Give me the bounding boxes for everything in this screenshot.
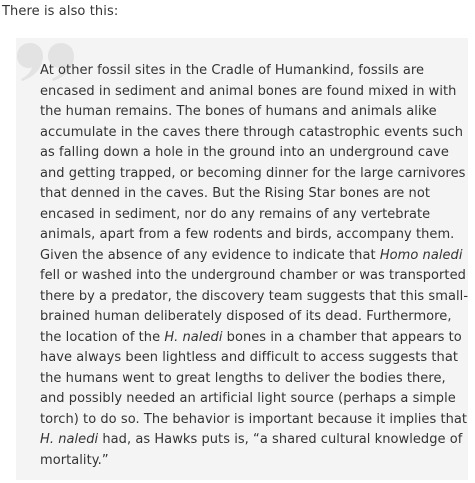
species-name: Homo naledi <box>379 247 463 263</box>
intro-text: There is also this: <box>2 4 119 19</box>
species-name: H. naledi <box>40 432 99 447</box>
quote-segment: fell or washed into the underground chamber or was transported there by a predator, the discovery team suggests that this small-brained human deliberately disposed of its dead. Furthermore, the location of the <box>40 268 469 345</box>
species-name: H. naledi <box>164 329 223 345</box>
quote-segment: At other fossil sites in the Cradle of Humankind, fossils are encased in sediment and animal bones are found mixed in with the human remains. The bones of humans and animals alike accumulate in the caves there through catastrophic events such as falling down a hole in the ground into an underground cave and getting trapped, or becoming dinner for the large carnivores that denned in the caves. But the Rising Star bones are not encased in sediment, nor do any remains of any vertebrate animals, apart from a few rodents and birds, accompany them. Given the absence of any evidence to indicate that <box>40 63 466 263</box>
quote-segment: had, as Hawks puts is, “a shared cultural knowledge of mortality.” <box>40 432 463 468</box>
quote-text <box>40 61 470 471</box>
quote-segment: bones in a chamber that appears to have always been lightless and difficult to access suggests that the humans went to great lengths to deliver the bodies there, and possibly needed an artificial light source (perhaps a simple torch) to do so. The behavior is important because it implies that <box>40 329 468 427</box>
